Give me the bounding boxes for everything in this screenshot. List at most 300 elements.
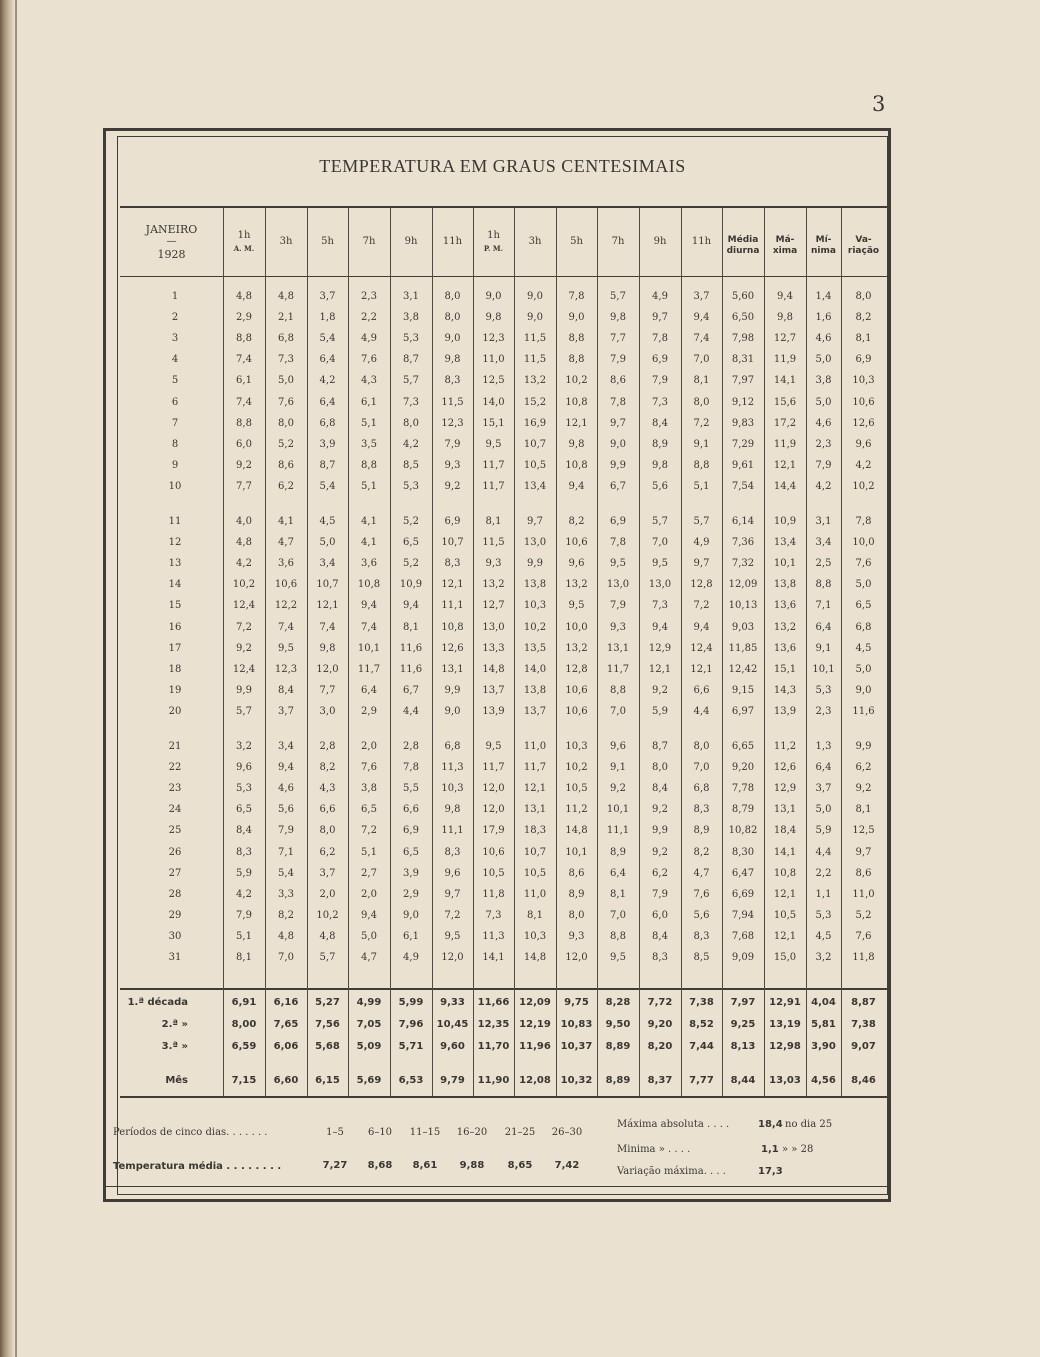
temperature-cell: 10,6: [565, 537, 588, 549]
temperature-cell: 3,6: [361, 558, 377, 570]
summary-cell: 6,06: [273, 1041, 299, 1052]
temperature-cell: 15,0: [773, 952, 797, 963]
temperature-cell: 9,5: [610, 558, 626, 570]
temperature-cell: 18,4: [773, 825, 797, 837]
temperature-cell: 3,4: [319, 558, 336, 570]
temperature-cell: 8,1: [855, 333, 872, 345]
header-hour: 3h: [528, 236, 542, 247]
temperature-cell: 3,6: [278, 558, 294, 570]
temperature-cell: 3,7: [319, 291, 336, 302]
temperature-cell: 8,9: [568, 888, 585, 900]
temperature-cell: 10,8: [565, 459, 588, 471]
temperature-cell: 6,5: [403, 846, 419, 858]
row-day: 21: [168, 741, 182, 752]
temperature-cell: 11,7: [606, 663, 630, 675]
temperature-cell: 11,0: [523, 888, 547, 900]
temperature-cell: 11,3: [482, 930, 505, 942]
temperature-cell: 7,7: [610, 333, 626, 345]
temperature-cell: 12,5: [852, 825, 875, 837]
temperature-cell: 9,7: [652, 312, 668, 324]
temperature-cell: 7,0: [610, 909, 626, 921]
temperature-cell: 10,2: [523, 621, 547, 633]
temperature-cell: 15,1: [773, 663, 797, 675]
temperature-cell: 6,5: [361, 804, 377, 816]
temperature-cell: 13,2: [523, 375, 547, 387]
temperature-cell: 5,0: [815, 396, 832, 408]
temperature-cell: 9,0: [444, 705, 461, 717]
temperature-cell: 12,1: [523, 783, 547, 795]
temperature-cell: 10,0: [565, 621, 588, 633]
row-day: 6: [171, 396, 179, 408]
temperature-cell: 10,7: [441, 537, 464, 549]
temperature-cell: 9,4: [278, 762, 294, 774]
mean-label: Temperatura média . . . . . . . .: [113, 1161, 282, 1172]
temperature-cell: 10,3: [523, 930, 547, 942]
summary-cell: 5,09: [356, 1041, 382, 1052]
temperature-cell: 8,8: [610, 930, 626, 942]
temperature-cell: 4,8: [319, 930, 336, 942]
temperature-cell: 6,2: [652, 867, 668, 879]
temperature-cell: 5,6: [652, 480, 668, 492]
temperature-cell: 9,9: [610, 459, 626, 471]
temperature-cell: 7,54: [731, 480, 755, 492]
temperature-cell: 6,6: [319, 804, 336, 816]
row-day: 19: [168, 684, 182, 696]
temperature-cell: 5,6: [278, 804, 294, 816]
temperature-cell: 12,0: [316, 663, 339, 675]
temperature-cell: 9,6: [568, 558, 585, 570]
temperature-cell: 5,5: [403, 783, 419, 795]
temperature-cell: 9,1: [693, 438, 710, 450]
temperature-cell: 12,8: [565, 663, 588, 675]
temperature-cell: 8,3: [444, 558, 461, 570]
temperature-cell: 9,6: [855, 438, 872, 450]
summary-cell: 12,98: [769, 1041, 801, 1052]
header-hour: 11h: [442, 236, 463, 247]
temperature-cell: 5,1: [361, 417, 377, 429]
temperature-cell: 3,1: [815, 516, 832, 527]
temperature-cell: 4,5: [855, 642, 872, 654]
temperature-cell: 9,4: [403, 600, 419, 612]
temperature-cell: 7,3: [278, 354, 294, 366]
temperature-cell: 12,0: [482, 804, 505, 816]
temperature-cell: 14,8: [523, 952, 547, 963]
summary-cell: 9,50: [605, 1019, 631, 1030]
temperature-cell: 8,30: [731, 846, 755, 858]
temperature-cell: 5,7: [319, 952, 336, 963]
summary-cell: 8,13: [730, 1041, 756, 1052]
temperature-cell: 12,3: [274, 663, 298, 675]
summary-cell: 10,32: [560, 1075, 593, 1086]
temperature-cell: 3,7: [693, 291, 710, 302]
temperature-cell: 6,4: [319, 354, 336, 366]
min-value: 1,1: [761, 1144, 779, 1155]
temperature-cell: 8,1: [610, 888, 626, 900]
temperature-cell: 10,6: [852, 396, 875, 408]
summary-cell: 7,56: [315, 1019, 340, 1030]
temperature-cell: 7,3: [652, 600, 668, 612]
temperature-cell: 6,6: [693, 684, 710, 696]
temperature-cell: 2,5: [815, 558, 832, 570]
summary-cell: 8,89: [605, 1075, 631, 1086]
temperature-cell: 7,4: [236, 396, 252, 408]
temperature-cell: 3,7: [319, 867, 336, 879]
header-stat: Mí-: [815, 235, 832, 245]
temperature-cell: 11,7: [357, 663, 381, 675]
temperature-cell: 3,2: [236, 741, 252, 752]
temperature-cell: 9,6: [236, 762, 252, 774]
temperature-cell: 4,8: [278, 291, 294, 302]
temperature-cell: 13,8: [773, 579, 797, 591]
temperature-cell: 11,1: [441, 825, 464, 837]
temperature-cell: 6,1: [236, 375, 252, 387]
temperature-cell: 2,3: [815, 705, 832, 717]
temperature-cell: 7,4: [236, 354, 252, 366]
temperature-cell: 10,2: [565, 762, 588, 774]
temperature-cell: 12,1: [441, 579, 464, 591]
temperature-cell: 8,5: [403, 459, 419, 471]
temperature-cell: 4,2: [815, 480, 832, 492]
temperature-cell: 13,5: [523, 642, 547, 654]
summary-cell: 8,00: [231, 1019, 257, 1030]
temperature-cell: 8,8: [236, 333, 252, 345]
page-title: TEMPERATURA EM GRAUS CENTESIMAIS: [319, 156, 686, 176]
temperature-cell: 3,1: [403, 291, 419, 302]
temperature-cell: 6,65: [731, 741, 755, 752]
summary-cell: 8,46: [851, 1075, 876, 1086]
temperature-cell: 6,4: [815, 621, 832, 633]
summary-bottom-rule: [120, 1096, 887, 1098]
temperature-cell: 8,9: [693, 825, 710, 837]
row-day: 25: [168, 825, 182, 837]
temperature-cell: 6,4: [815, 762, 832, 774]
temperature-cell: 6,7: [610, 480, 626, 492]
temperature-cell: 8,8: [568, 333, 585, 345]
temperature-cell: 3,7: [278, 705, 294, 717]
temperature-cell: 4,1: [361, 516, 377, 527]
temperature-cell: 7,3: [652, 396, 668, 408]
temperature-cell: 8,1: [693, 375, 710, 387]
summary-cell: 5,71: [398, 1041, 424, 1052]
temperature-cell: 8,7: [403, 354, 419, 366]
temperature-cell: 8,8: [693, 459, 710, 471]
temperature-cell: 7,0: [693, 762, 710, 774]
header-year: 1928: [157, 248, 186, 261]
period-range: 1–5: [326, 1127, 344, 1138]
temperature-cell: 8,1: [236, 952, 252, 963]
temperature-cell: 7,8: [610, 537, 626, 549]
temperature-cell: 9,15: [731, 684, 755, 696]
temperature-cell: 7,9: [278, 825, 294, 837]
period-mean: 8,61: [412, 1160, 438, 1171]
temperature-cell: 7,7: [236, 480, 252, 492]
temperature-cell: 7,2: [236, 621, 252, 633]
temperature-cell: 9,8: [777, 312, 793, 324]
summary-cell: 6,53: [398, 1075, 424, 1086]
temperature-cell: 3,5: [361, 438, 377, 450]
summary-label: 3.ª »: [161, 1041, 188, 1052]
temperature-cell: 6,97: [731, 705, 755, 717]
temperature-cell: 2,9: [361, 705, 377, 717]
row-day: 26: [168, 846, 182, 858]
temperature-cell: 2,1: [278, 312, 294, 324]
temperature-cell: 13,8: [523, 579, 547, 591]
temperature-cell: 7,0: [278, 952, 294, 963]
temperature-cell: 7,98: [731, 333, 755, 345]
summary-cell: 6,59: [231, 1041, 257, 1052]
temperature-cell: 7,8: [610, 396, 626, 408]
temperature-cell: 13,6: [773, 642, 797, 654]
summary-cell: 11,96: [519, 1041, 551, 1052]
summary-cell: 13,03: [769, 1075, 801, 1086]
variation-label: Variação máxima. . . .: [617, 1166, 726, 1177]
summary-cell: 11,90: [477, 1075, 510, 1086]
header-hour: 11h: [691, 236, 712, 247]
header-stat: Má-: [775, 235, 795, 245]
temperature-cell: 2,8: [403, 741, 419, 752]
temperature-cell: 4,9: [403, 952, 419, 963]
temperature-cell: 8,3: [652, 952, 668, 963]
temperature-cell: 1,6: [815, 312, 832, 324]
summary-cell: 5,81: [811, 1019, 836, 1030]
temperature-cell: 9,4: [652, 621, 668, 633]
temperature-cell: 8,6: [855, 867, 872, 879]
summary-cell: 6,16: [273, 997, 299, 1008]
temperature-cell: 4,4: [403, 705, 419, 717]
summary-cell: 12,91: [769, 997, 801, 1008]
temperature-cell: 6,9: [610, 516, 626, 527]
temperature-cell: 10,1: [773, 558, 797, 570]
summary-cell: 11,66: [477, 997, 510, 1008]
temperature-cell: 8,9: [610, 846, 626, 858]
summary-cell: 10,83: [560, 1019, 593, 1030]
temperature-cell: 13,7: [482, 684, 505, 696]
temperature-cell: 12,9: [648, 642, 672, 654]
temperature-cell: 14,8: [565, 825, 588, 837]
summary-cell: 12,19: [519, 1019, 551, 1030]
temperature-cell: 6,8: [444, 741, 461, 752]
temperature-cell: 9,3: [610, 621, 626, 633]
temperature-cell: 7,78: [731, 783, 755, 795]
temperature-cell: 9,2: [236, 459, 252, 471]
temperature-cell: 8,31: [731, 354, 755, 366]
row-day: 8: [171, 438, 179, 450]
temperature-cell: 9,2: [652, 804, 668, 816]
temperature-cell: 8,0: [444, 312, 461, 324]
temperature-cell: 8,7: [319, 459, 336, 471]
header-bottom-rule: [120, 276, 887, 277]
temperature-cell: 11,85: [728, 642, 758, 654]
header-hour: 7h: [611, 236, 625, 247]
temperature-cell: 5,7: [693, 516, 710, 527]
temperature-cell: 10,5: [523, 459, 547, 471]
temperature-cell: 5,1: [361, 846, 377, 858]
temperature-cell: 8,5: [693, 952, 710, 963]
temperature-cell: 8,8: [361, 459, 377, 471]
temperature-cell: 7,0: [693, 354, 710, 366]
temperature-cell: 9,8: [444, 354, 461, 366]
header-stat: diurna: [726, 246, 760, 256]
temperature-cell: 10,3: [852, 375, 875, 387]
temperature-cell: 9,3: [485, 558, 502, 570]
header-stat: riação: [847, 246, 880, 256]
temperature-cell: 7,6: [855, 930, 872, 942]
temperature-cell: 6,69: [731, 888, 755, 900]
temperature-cell: 6,0: [236, 438, 252, 450]
temperature-cell: 10,1: [357, 642, 381, 654]
temperature-cell: 11,2: [565, 804, 588, 816]
temperature-cell: 9,03: [731, 621, 755, 633]
temperature-cell: 6,5: [855, 600, 872, 612]
temperature-cell: 13,4: [773, 537, 797, 549]
temperature-cell: 1,1: [815, 888, 832, 900]
temperature-cell: 4,4: [815, 846, 832, 858]
summary-cell: 7,38: [851, 1019, 876, 1030]
temperature-cell: 7,8: [855, 516, 872, 527]
period-range: 26–30: [551, 1127, 583, 1138]
temperature-cell: 10,0: [852, 537, 875, 549]
temperature-cell: 12,4: [232, 600, 256, 612]
temperature-cell: 9,5: [485, 438, 502, 450]
temperature-cell: 7,1: [815, 600, 832, 612]
row-day: 28: [168, 888, 182, 900]
temperature-cell: 13,4: [523, 480, 547, 492]
temperature-cell: 7,4: [361, 621, 377, 633]
summary-cell: 5,68: [315, 1041, 340, 1052]
temperature-cell: 5,7: [403, 375, 419, 387]
temperature-cell: 14,1: [773, 375, 797, 387]
temperature-cell: 6,47: [731, 867, 755, 879]
temperature-cell: 7,0: [610, 705, 626, 717]
temperature-cell: 13,6: [773, 600, 797, 612]
summary-cell: 7,96: [398, 1019, 424, 1030]
temperature-cell: 4,8: [236, 291, 252, 302]
temperature-cell: 5,0: [361, 930, 377, 942]
temperature-cell: 1,4: [815, 291, 832, 302]
header-stat: Va-: [855, 235, 872, 245]
temperature-cell: 10,13: [728, 600, 758, 612]
summary-cell: 7,15: [231, 1075, 257, 1086]
temperature-cell: 11,5: [482, 537, 505, 549]
temperature-cell: 15,1: [482, 417, 505, 429]
header-hour: 9h: [404, 236, 418, 247]
temperature-cell: 11,5: [523, 354, 547, 366]
header-hour: 9h: [653, 236, 667, 247]
temperature-cell: 9,5: [278, 642, 294, 654]
temperature-cell: 4,9: [652, 291, 668, 302]
temperature-cell: 15,6: [773, 396, 797, 408]
header-hour-period: P. M.: [483, 244, 504, 253]
temperature-cell: 7,9: [652, 888, 668, 900]
temperature-cell: 7,8: [652, 333, 668, 345]
temperature-cell: 10,8: [773, 867, 797, 879]
temperature-cell: 12,42: [728, 663, 758, 675]
temperature-cell: 11,1: [606, 825, 630, 837]
temperature-cell: 8,3: [236, 846, 252, 858]
summary-cell: 10,45: [436, 1019, 469, 1030]
temperature-cell: 7,9: [815, 459, 832, 471]
temperature-cell: 3,8: [361, 783, 377, 795]
temperature-cell: 14,1: [773, 846, 797, 858]
temperature-cell: 8,1: [855, 804, 872, 816]
row-day: 12: [168, 537, 182, 549]
summary-cell: 7,72: [647, 997, 673, 1008]
row-day: 30: [168, 930, 182, 942]
temperature-cell: 6,8: [319, 417, 336, 429]
temperature-cell: 7,2: [693, 600, 710, 612]
periods-label: Períodos de cinco dias. . . . . . .: [113, 1127, 268, 1138]
temperature-cell: 8,6: [610, 375, 626, 387]
temperature-cell: 8,8: [815, 579, 832, 591]
temperature-cell: 9,8: [319, 642, 336, 654]
temperature-cell: 7,2: [361, 825, 377, 837]
period-mean: 7,27: [322, 1160, 348, 1171]
temperature-cell: 7,29: [731, 438, 755, 450]
temperature-cell: 9,2: [652, 846, 668, 858]
temperature-cell: 8,4: [278, 684, 294, 696]
temperature-cell: 12,7: [773, 333, 797, 345]
temperature-cell: 12,1: [648, 663, 672, 675]
temperature-cell: 9,5: [485, 741, 502, 752]
temperature-cell: 9,2: [444, 480, 461, 492]
temperature-cell: 2,3: [815, 438, 832, 450]
temperature-cell: 6,1: [361, 396, 377, 408]
temperature-cell: 8,1: [527, 909, 543, 921]
temperature-cell: 4,8: [278, 930, 294, 942]
temperature-cell: 4,6: [815, 333, 832, 345]
temperature-cell: 13,1: [523, 804, 547, 816]
temperature-cell: 5,7: [652, 516, 668, 527]
temperature-cell: 9,4: [777, 291, 793, 302]
temperature-cell: 4,2: [236, 888, 252, 900]
temperature-cell: 6,8: [278, 333, 294, 345]
temperature-cell: 9,9: [236, 684, 252, 696]
temperature-cell: 4,9: [361, 333, 377, 345]
temperature-cell: 5,60: [731, 291, 755, 302]
temperature-cell: 9,9: [652, 825, 668, 837]
row-day: 10: [168, 480, 182, 492]
temperature-cell: 5,0: [278, 375, 294, 387]
temperature-cell: 7,6: [361, 762, 377, 774]
temperature-cell: 5,3: [815, 684, 832, 696]
temperature-cell: 14,0: [523, 663, 547, 675]
temperature-cell: 5,6: [693, 909, 710, 921]
temperature-cell: 6,2: [278, 480, 294, 492]
temperature-cell: 12,9: [773, 783, 797, 795]
temperature-cell: 4,3: [361, 375, 377, 387]
temperature-cell: 5,0: [815, 354, 832, 366]
temperature-cell: 12,3: [482, 333, 505, 345]
temperature-cell: 2,7: [361, 867, 377, 879]
temperature-cell: 7,6: [693, 888, 710, 900]
temperature-cell: 5,7: [236, 705, 252, 717]
temperature-cell: 12,7: [482, 600, 505, 612]
temperature-cell: 9,7: [444, 888, 461, 900]
temperature-cell: 8,0: [652, 762, 668, 774]
book-binding-edge: [0, 0, 14, 1357]
header-stat: xima: [772, 246, 798, 256]
temperature-cell: 9,20: [731, 762, 755, 774]
temperature-cell: 5,2: [855, 909, 872, 921]
temperature-cell: 6,7: [403, 684, 419, 696]
temperature-cell: 9,0: [403, 909, 419, 921]
temperature-cell: 8,0: [693, 396, 710, 408]
temperature-cell: 7,36: [731, 537, 755, 549]
temperature-cell: 9,09: [731, 952, 755, 963]
period-range: 16–20: [456, 1127, 488, 1138]
temperature-cell: 4,7: [361, 952, 377, 963]
temperature-cell: 11,7: [482, 459, 505, 471]
